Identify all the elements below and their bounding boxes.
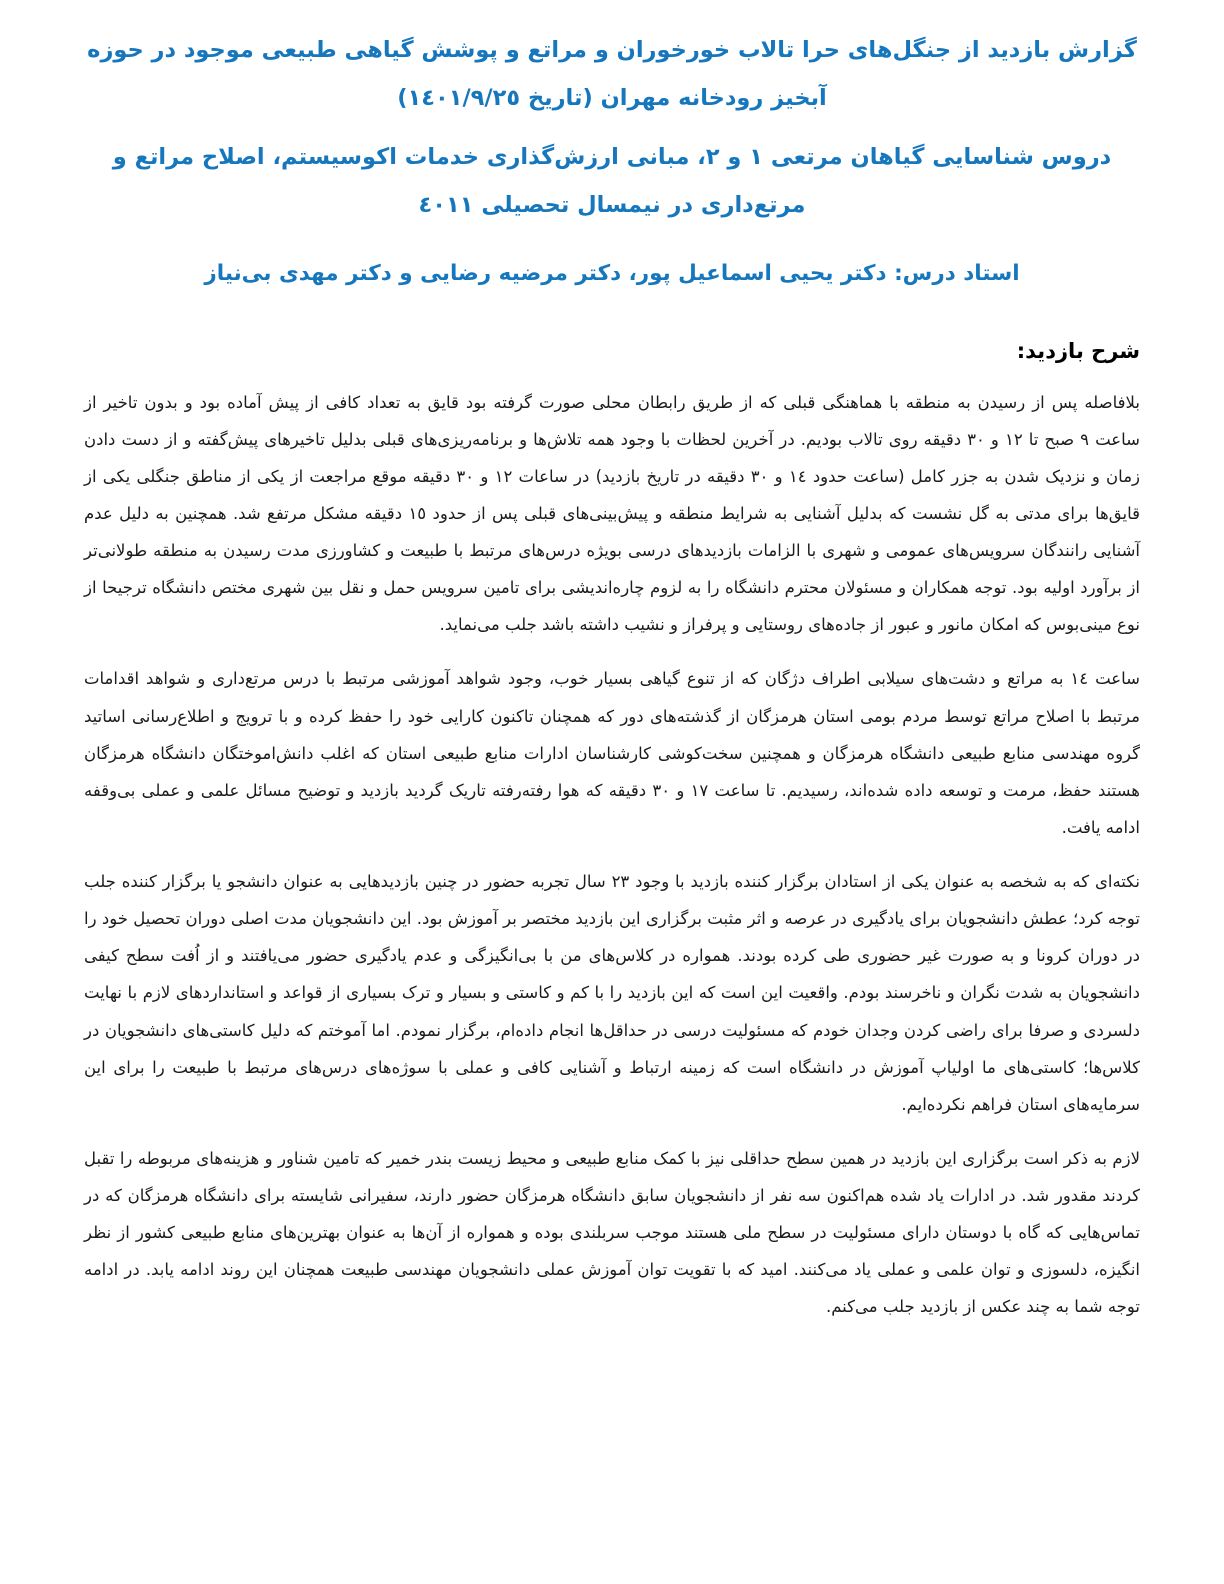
paragraph-visit-logistics: بلافاصله پس از رسیدن به منطقه با هماهنگی قبلی که از طریق رابطان محلی صورت گرفته بود قایق به تعداد کافی از پیش آماده بود و بدون تاخیر از ساعت ٩ صبح تا ١٢ و ٣٠ دقیقه روی تالاب بودیم. در آخرین لحظات با وجود همه تلاش‌ها و برنامه‌ریزی‌های قبلی بدلیل تاخیرهای پیش‌گفته و از دست دادن زمان و نزدیک شدن به جزر کامل (ساعت حدود ١٤ و ٣٠ دقیقه در تاریخ بازدید) در ساعات ١٢ و ٣٠ دقیقه موقع مراجعت از یکی از مناطق جنگلی یکی از قایق‌ها برای مدتی به گل نشست که بدلیل آشنایی به شرایط منطقه و پیش‌بینی‌های قبلی پس از حدود ١٥ دقیقه مشکل مرتفع شد. همچنین به دلیل عدم آشنایی رانندگان سرویس‌های عمومی و شهری با الزامات بازدیدهای درسی بویژه درس‌های مرتبط با طبیعت و کشاورزی مدت رسیدن به منطقه طولانی‌تر از برآورد اولیه بود. توجه همکاران و مسئولان محترم دانشگاه را به لزوم چاره‌اندیشی برای تامین سرویس حمل و نقل بین شهری مختص دانشگاه ترجیحا از نوع مینی‌بوس که امکان مانور و عبور از جاده‌های روستایی و پرفراز و نشیب داشته باشد جلب می‌نماید. — [84, 392, 1141, 635]
courses-subtitle: دروس شناسایی گیاهان مرتعی ١ و ٢، مبانی ارزش‌گذاری خدمات اکوسیستم، اصلاح مراتع و مرتع‌داری در نیمسال تحصیلی ٤٠١١ — [112, 143, 1112, 219]
paragraph-acknowledgements: لازم به ذکر است برگزاری این بازدید در همین سطح حداقلی نیز با کمک منابع طبیعی و محیط زیست بندر خمیر که تامین شناور و هزینه‌های مربوطه را تقبل کردند مقدور شد. در ادارات یاد شده هم‌اکنون سه نفر از دانشجویان سابق دانشگاه هرمزگان حضور دارند، سفیرانی شایسته برای دانشگاه هرمزگان که در تماس‌هایی که گاه با دوستان دارای مسئولیت در سطح ملی هستند موجب سربلندی بوده و همواره از آن‌ها به عنوان بهترین‌های منابع طبیعی کشور از نظر انگیزه، دلسوزی و توان علمی و عملی یاد می‌کنند. امید که با تقویت توان آموزش عملی دانشجویان مهندسی طبیعت همچنان این روند ادامه یابد. در ادامه توجه شما به چند عکس از بازدید جلب می‌کنم. — [84, 1148, 1140, 1317]
visit-description-heading: شرح بازدید: — [1016, 339, 1140, 364]
paragraph-rangelands-dezhgan: ساعت ١٤ به مراتع و دشت‌های سیلابی اطراف دژگان که از تنوع گیاهی بسیار خوب، وجود شواهد آموزشی مرتبط با درس مرتع‌داری و شواهد اقدامات مرتبط با اصلاح مراتع توسط مردم بومی استان هرمزگان از گذشته‌های دور که همچنان تاکنون کارایی خود را حفظ کرده و با ترویج و اطلاع‌رسانی اساتید گروه مهندسی منابع طبیعی دانشگاه هرمزگان و همچنین سخت‌کوشی کارشناسان ادارات منابع طبیعی استان که اغلب دانش‌اموختگان دانشگاه هرمزگان هستند حفظ، مرمت و توسعه داده شده‌اند، رسیدیم. تا ساعت ١٧ و ٣٠ دقیقه که هوا رفته‌رفته تاریک گردید بازدید و توضیح مسائل علمی و عملی بی‌وقفه ادامه یافت. — [84, 669, 1140, 837]
paragraph-personal-reflection: نکته‌ای که به شخصه به عنوان یکی از استادان برگزار کننده بازدید با وجود ٢٣ سال تجربه حضور در چنین بازدیدهایی به عنوان دانشجو یا برگزار کننده جلب توجه کرد؛ عطش دانشجویان برای یادگیری در عرصه و اثر مثبت برگزاری این بازدید مختصر بر آموزش بود. این دانشجویان مدت اصلی دوران تحصیل خود را در دوران کرونا و به صورت غیر حضوری طی کرده بودند. همواره در کلاس‌های من با بی‌انگیزگی و عدم یادگیری حضور می‌یافتند و از اُفت سطح کیفی دانشجویان به شدت نگران و ناخرسند بودم. واقعیت این است که این بازدید را با کم و کاستی و بسیار و ترک بسیاری از قواعد و استانداردهای لازم با نهایت دلسردی و صرفا برای راضی کردن وجدان خودم که مسئولیت درسی در حداقل‌ها انجام داده‌ام، برگزار نمودم. اما آموختم که دلیل کاستی‌های دانشجویان در کلاس‌ها؛ کاستی‌های ما اولیاپ آموزش در دانشگاه است که زمینه ارتباط و آشنایی کافی و عملی با سوژه‌های درس‌های مرتبط با طبیعت را برای این سرمایه‌های استان فراهم نکرده‌ایم. — [84, 872, 1140, 1114]
instructors-line: استاد درس: دکتر یحیی اسماعیل پور، دکتر مرضیه رضایی و دکتر مهدی بی‌نیاز — [204, 260, 1020, 286]
report-title: گزارش بازدید از جنگل‌های حرا تالاب خورخوران و مراتع و پوشش گیاهی طبیعی موجود در حوزه آبخیز رودخانه مهران (تاریخ ١٤٠١/٩/٢٥) — [87, 37, 1137, 112]
